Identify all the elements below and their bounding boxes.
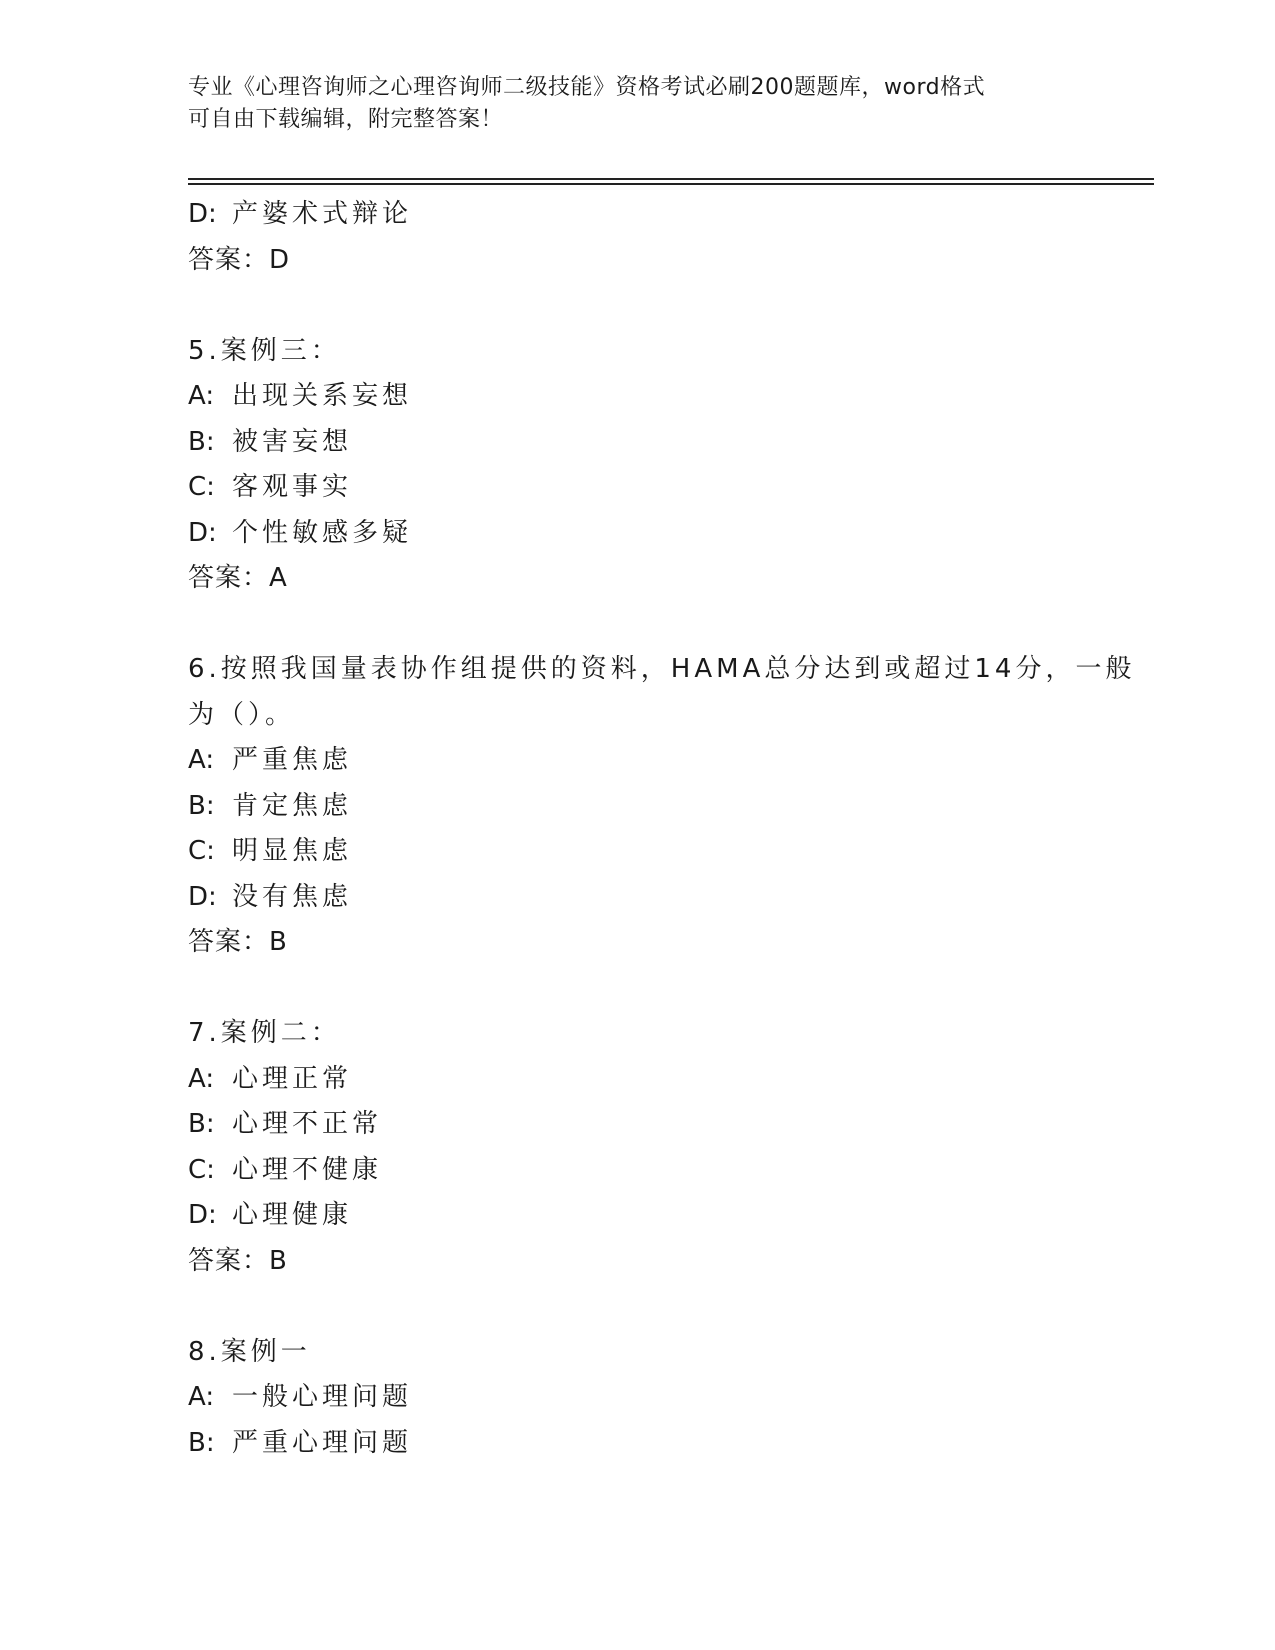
option-letter: D: bbox=[188, 517, 217, 548]
question-line: 7.案例二： bbox=[188, 1018, 341, 1048]
option-text: 出现关系妄想 bbox=[232, 381, 413, 411]
option-letter: C: bbox=[188, 1154, 215, 1185]
option-line bbox=[188, 1102, 1088, 1148]
option-line bbox=[188, 1193, 1088, 1239]
answer-line: 答案：A bbox=[188, 563, 288, 593]
option-line bbox=[188, 1148, 1088, 1194]
option-text: 客观事实 bbox=[232, 472, 353, 502]
option-line bbox=[188, 738, 1088, 784]
option-text: 心理健康 bbox=[232, 1200, 353, 1230]
option-letter: C: bbox=[188, 836, 215, 866]
option-letter: B: bbox=[188, 1109, 215, 1139]
option-text: 心理不正常 bbox=[232, 1109, 383, 1139]
option-text: 严重焦虑 bbox=[232, 745, 353, 775]
option-text: 明显焦虑 bbox=[232, 836, 353, 866]
option-line bbox=[188, 1375, 1088, 1421]
answer-line: 答案：B bbox=[188, 927, 288, 957]
question-line: 为（）。 bbox=[188, 699, 296, 730]
option-letter: A: bbox=[188, 1382, 215, 1412]
option-text: 心理正常 bbox=[232, 1063, 353, 1094]
question-list bbox=[188, 192, 1136, 1466]
option-letter: A: bbox=[188, 381, 215, 411]
option-letter: C: bbox=[188, 472, 215, 502]
option-line bbox=[188, 465, 1088, 511]
option-line bbox=[188, 1421, 1088, 1467]
option-text: 没有焦虑 bbox=[232, 881, 353, 912]
header-divider-bottom bbox=[188, 183, 1154, 185]
option-line bbox=[188, 829, 1088, 875]
option-line bbox=[188, 1057, 1088, 1103]
option-letter: D: bbox=[188, 199, 217, 229]
option-letter: B: bbox=[188, 426, 215, 457]
option-letter: D: bbox=[188, 881, 217, 912]
header-divider-top bbox=[188, 178, 1154, 180]
header-line-2: 可自由下载编辑，附完整答案！ bbox=[188, 107, 504, 132]
question-line: 6.按照我国量表协作组提供的资料，HAMA总分达到或超过14分，一般 bbox=[188, 654, 1136, 684]
option-line bbox=[188, 374, 1088, 420]
option-line bbox=[188, 784, 1088, 830]
option-letter: A: bbox=[188, 745, 215, 775]
question-line: 8.案例一 bbox=[188, 1336, 311, 1367]
option-text: 产婆术式辩论 bbox=[232, 199, 413, 229]
answer-line: 答案：D bbox=[188, 244, 291, 275]
option-text: 被害妄想 bbox=[232, 426, 353, 457]
option-text: 一般心理问题 bbox=[232, 1382, 413, 1412]
option-letter: B: bbox=[188, 1427, 215, 1458]
option-letter: B: bbox=[188, 790, 215, 821]
option-letter: D: bbox=[188, 1200, 217, 1230]
option-line bbox=[188, 420, 1088, 466]
option-line bbox=[188, 875, 1088, 921]
option-line bbox=[188, 192, 1088, 238]
option-text: 严重心理问题 bbox=[232, 1427, 413, 1458]
question-line: 5.案例三： bbox=[188, 335, 341, 366]
option-line bbox=[188, 511, 1088, 557]
option-letter: A: bbox=[188, 1063, 215, 1094]
option-text: 肯定焦虑 bbox=[232, 790, 353, 821]
answer-line: 答案：B bbox=[188, 1245, 288, 1276]
option-text: 心理不健康 bbox=[232, 1154, 383, 1185]
document-header bbox=[188, 72, 1088, 136]
header-line-1: 专业《心理咨询师之心理咨询师二级技能》资格考试必刷200题题库，word格式 bbox=[188, 75, 986, 100]
option-text: 个性敏感多疑 bbox=[232, 517, 413, 548]
